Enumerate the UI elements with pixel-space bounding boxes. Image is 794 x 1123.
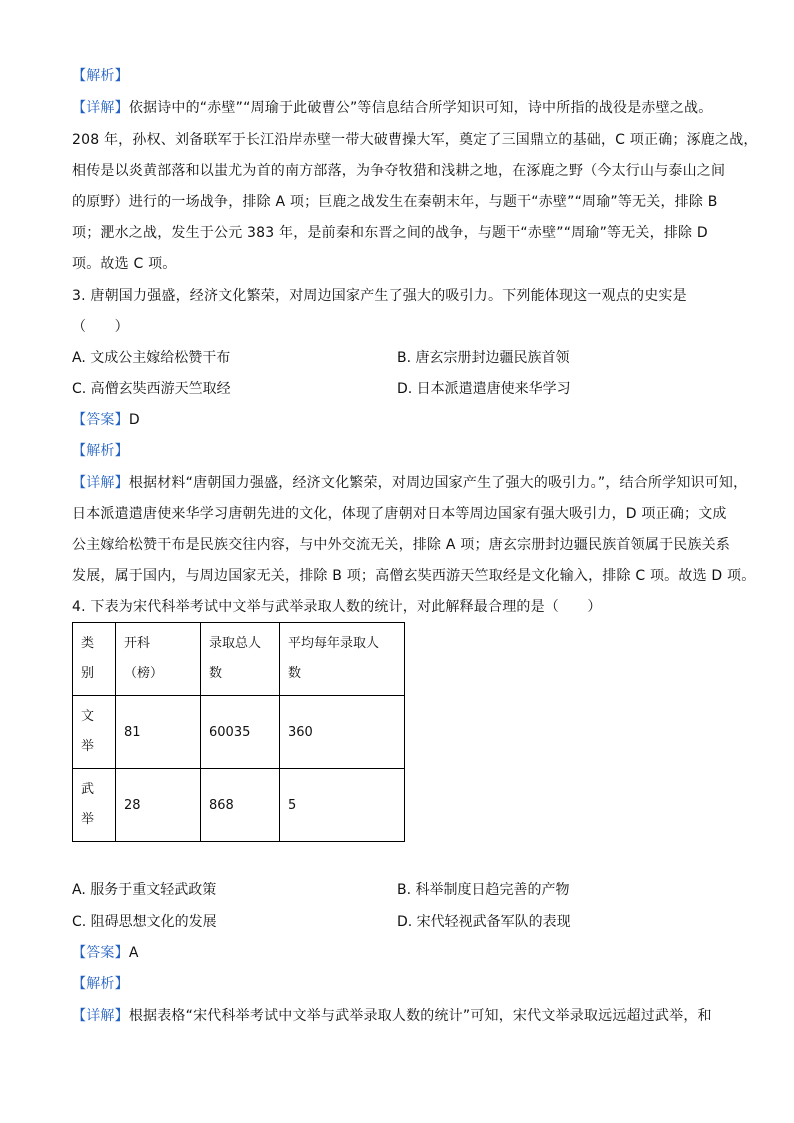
- table-cell: 868: [201, 769, 280, 842]
- q4-stats-table: [72, 622, 405, 842]
- q3-detail-line-1: 【详解】根据材料“唐朝国力强盛，经济文化繁荣，对周边国家产生了强大的吸引力。”，结合所学知识可知，: [72, 475, 748, 491]
- table-header-cell: 平均每年录取人 数: [280, 623, 405, 696]
- table-row-label: 武 举: [73, 769, 116, 842]
- table-header-cell: 开科 （榜）: [116, 623, 201, 696]
- q3-option-a: A. 文成公主嫁给松赞干布: [72, 350, 231, 366]
- q2-detail-line-1: 【详解】依据诗中的“赤壁”“周瑜于此破曹公”等信息结合所学知识可知，诗中所指的战役是赤壁之战。: [72, 100, 713, 116]
- q4-analysis-tag: 【解析】: [72, 976, 129, 992]
- q4-option-c: C. 阻碍思想文化的发展: [72, 914, 217, 930]
- q4-option-a: A. 服务于重文轻武政策: [72, 882, 217, 898]
- q4-option-b: B. 科举制度日趋完善的产物: [397, 882, 570, 898]
- table-header-cell: 录取总人 数: [201, 623, 280, 696]
- q2-detail-line-6: 项。故选 C 项。: [72, 256, 177, 272]
- table-header-cell: 类 别: [73, 623, 116, 696]
- q3-option-b: B. 唐玄宗册封边疆民族首领: [397, 350, 570, 366]
- q2-detail-line-3: 相传是以炎黄部落和以蚩尤为首的南方部落，为争夺牧猎和浅耕之地，在涿鹿之野（今太行山与泰山之间: [72, 163, 726, 179]
- q4-answer: [72, 943, 139, 963]
- q3-analysis-tag: 【解析】: [72, 443, 129, 459]
- q4-option-d: D. 宋代轻视武备军队的表现: [397, 914, 571, 930]
- q3-detail-tag: 【详解】: [72, 475, 129, 491]
- q3-detail-line-4: 发展，属于国内，与周边国家无关，排除 B 项；高僧玄奘西游天竺取经是文化输入，排除 C 项。故选 D 项。: [72, 568, 756, 584]
- q3-detail-line-2: 日本派遣遣唐使来华学习唐朝先进的文化，体现了唐朝对日本等周边国家有强大吸引力，D 项正确；文成: [72, 506, 727, 522]
- q3-answer: [72, 410, 140, 430]
- q3-stem-bracket: （ ）: [72, 319, 129, 335]
- table-cell: 5: [280, 769, 405, 842]
- q2-detail-line-4: 的原野）进行的一场战争，排除 A 项；巨鹿之战发生在秦朝末年，与题干“赤壁”“周瑜”等无关，排除 B: [72, 194, 718, 210]
- q3-option-d: D. 日本派遣遣唐使来华学习: [397, 381, 571, 397]
- q4-detail-line-1: 【详解】根据表格“宋代科举考试中文举与武举录取人数的统计”可知，宋代文举录取远远超过武举，和: [72, 1008, 712, 1024]
- q2-detail-tag: 【详解】: [72, 100, 129, 116]
- table-row: [73, 696, 405, 769]
- q4-detail-tag: 【详解】: [72, 1008, 129, 1024]
- table-cell: 60035: [201, 696, 280, 769]
- q4-stem: 4. 下表为宋代科举考试中文举与武举录取人数的统计，对此解释最合理的是（ ）: [72, 599, 602, 615]
- q3-answer-tag: 【答案】: [72, 412, 129, 428]
- table-row: [73, 769, 405, 842]
- q2-analysis-tag: 【解析】: [72, 68, 129, 84]
- q3-stem: 3. 唐朝国力强盛，经济文化繁荣，对周边国家产生了强大的吸引力。下列能体现这一观点的史实是: [72, 288, 687, 304]
- table-cell: 360: [280, 696, 405, 769]
- q3-answer-value: D: [128, 412, 140, 428]
- table-cell: 28: [116, 769, 201, 842]
- q4-answer-value: A: [128, 945, 139, 961]
- q3-option-c: C. 高僧玄奘西游天竺取经: [72, 381, 231, 397]
- q3-detail-line-3: 公主嫁给松赞干布是民族交往内容，与中外交流无关，排除 A 项；唐玄宗册封边疆民族首领属于民族关系: [72, 537, 731, 553]
- q4-answer-tag: 【答案】: [72, 945, 129, 961]
- table-row-label: 文 举: [73, 696, 116, 769]
- table-header-row: [73, 623, 405, 696]
- table-cell: 81: [116, 696, 201, 769]
- q2-detail-line-5: 项；淝水之战，发生于公元 383 年，是前秦和东晋之间的战争，与题干“赤壁”“周瑜”等无关，排除 D: [72, 225, 708, 241]
- q2-detail-line-2: 208 年，孙权、刘备联军于长江沿岸赤壁一带大破曹操大军，奠定了三国鼎立的基础，C 项正确；涿鹿之战，: [72, 132, 758, 148]
